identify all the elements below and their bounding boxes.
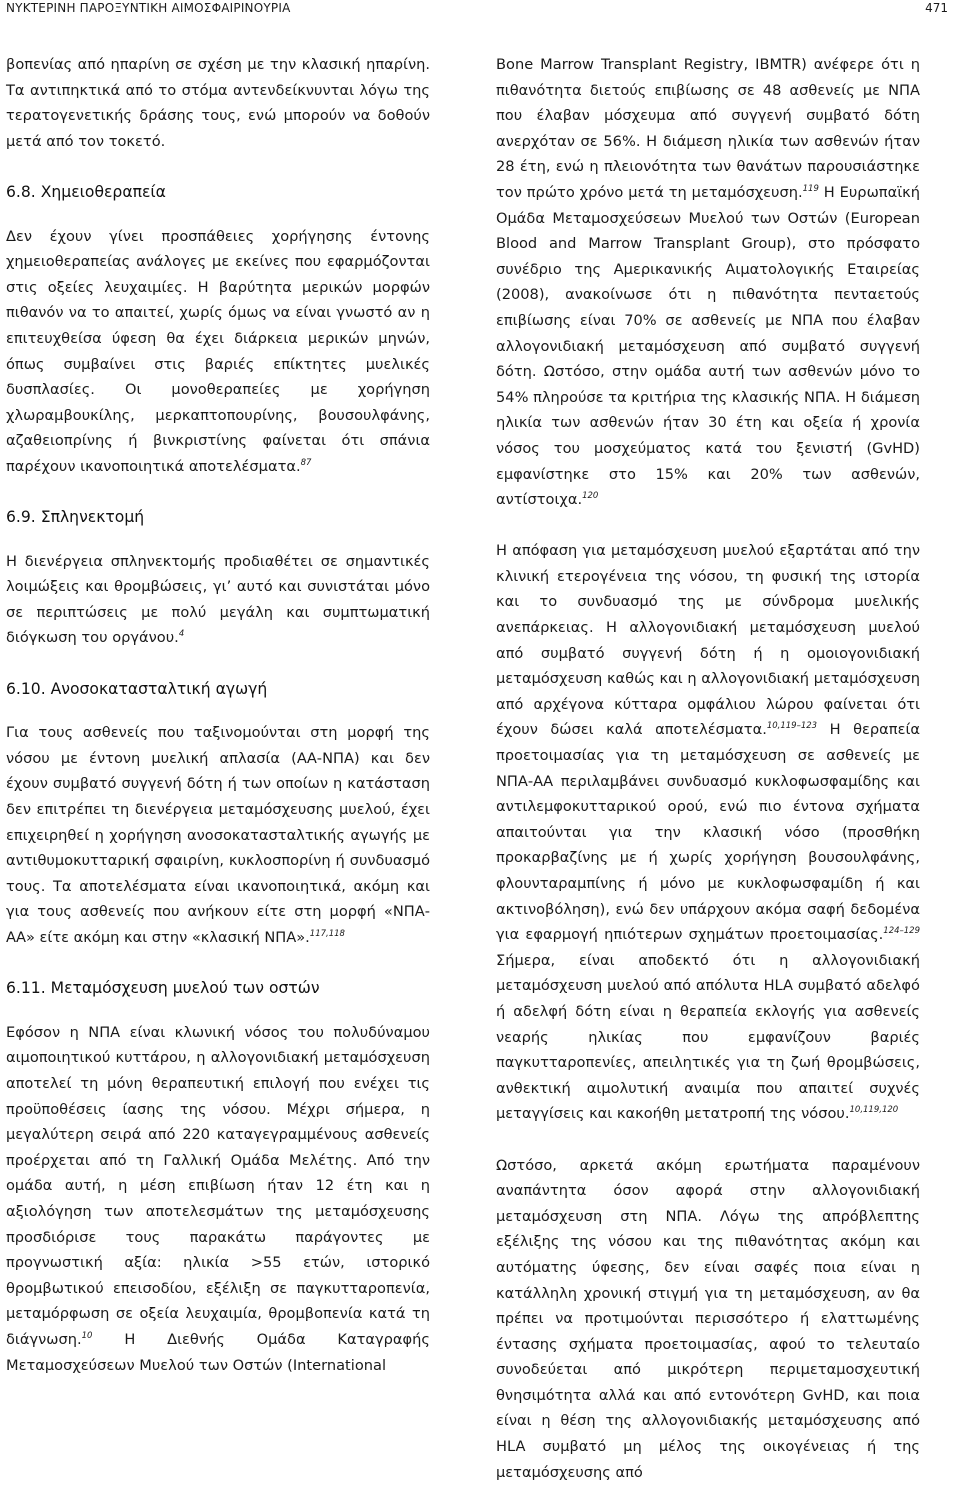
section-heading: 6.11. Μεταμόσχευση μυελού των οστών	[6, 979, 320, 998]
right-column	[496, 52, 920, 1485]
citation-ref: 4	[178, 629, 185, 640]
citation-ref: 117,118	[309, 929, 345, 939]
citation-ref: 10,119–123	[766, 721, 818, 732]
running-header	[0, 0, 960, 24]
citation-ref: 124–129	[883, 926, 920, 937]
citation-ref: 87	[300, 457, 312, 468]
paragraph: Bone Marrow Transplant Registry, IBMTR) ανέφερε ότι η πιθανότητα διετούς επιβίωσης σε 48 ασθενείς με ΝΠΑ που έλαβαν μόσχευμα από συγγενή συμβατό δότη ανερχόταν σε 56%. Η διάμεση ηλικία των ασθενών ήταν 28 έτη, ενώ η πλειονότητα των θανάτων παρουσιάστηκε τον πρώτο χρόνο μετά τη μεταμόσχευση.$^{119}$ Η Ευρωπαϊκή Ομάδα Μεταμοσχεύσεων Μυελού των Οστών (European Blood and Marrow Transplant Group), στο πρόσφατο συνέδριο της Αμερικανικής Αιματολογικής Εταιρείας (2008), ανακοίνωσε ότι η πιθανότητα πενταετούς επιβίωσης είναι 70% σε ασθενείς με ΝΠΑ που έλαβαν αλλογονιδιακή μεταμόσχευση από συμβατό συγγενή δότη. Ωστόσο, στην ομάδα αυτή των ασθενών μόνο το 54% πληρούσε τα κριτήρια της κλασικής ΝΠΑ. Η διάμεση ηλικία των ασθενών ήταν 30 έτη και οξεία ή χρονία νόσος του μοσχεύματος κατά του ξενιστή (GvHD) εμφανίστηκε στο 15% και 20% των ασθενών, αντίστοιχα.$^{120}$	[496, 56, 920, 509]
paragraph: βοπενίας από ηπαρίνη σε σχέση με την κλασική ηπαρίνη. Τα αντιπηκτικά από το στόμα αντενδείκνυνται λόγω της τερατογενετικής δράσης τους, ενώ μπορούν να δοθούν μετά από τον τοκετό.	[6, 56, 430, 150]
citation-ref: 120	[582, 491, 599, 502]
section-heading: 6.8. Χημειοθεραπεία	[6, 182, 166, 201]
left-column	[6, 52, 430, 1378]
paragraph: Ωστόσο, αρκετά ακόμη ερωτήματα παραμένουν αναπάντητα όσον αφορά στην αλλογονιδιακή μεταμόσχευση στη ΝΠΑ. Λόγω της απρόβλεπτης εξέλιξης της νόσου και της πιθανότητας ακόμη και αυτόματης ύφεσης, δεν είναι σαφές ποια είναι η κατάλληλη χρονική στιγμή για τη μεταμόσχευση, αν θα πρέπει να προτιμούνται περισσότερο ή ελαττωμένης έντασης σχήματα προετοιμασίας, αφού το τελευταίο συνοδεύεται από μικρότερη περιμεταμοσχευτική θνησιμότητα αλλά και από εντονότερη GvHD, και ποια είναι η θέση της αλλογονιδιακής μεταμόσχευσης από HLA συμβατό μη μέλος της οικογένειας ή της μεταμόσχευσης από	[496, 1156, 920, 1481]
paragraph: Η απόφαση για μεταμόσχευση μυελού εξαρτάται από την κλινική ετερογένεια της νόσου, τη φυσική της ιστορία και το συνδυασμό της με σύνδρομα μυελικής ανεπάρκειας. Η αλλογονιδιακή μεταμόσχευση μυελού από συμβατό συγγενή δότη ή η ομοιογονιδιακή μεταμόσχευση καθώς και η αλλογονιδιακή μεταμόσχευση από αρχέγονα κύτταρα ομφάλιου λώρου φαίνεται ότι έχουν δώσει καλά αποτελέσματα.$^{10,119-123}$ Η θεραπεία προετοιμασίας για τη μεταμόσχευση σε ασθενείς με ΝΠΑ-ΑΑ περιλαμβάνει συνδυασμό κυκλοφωσφαμίδης και αντιλεμφοκυτταρικού ορού, ενώ πιο έντονα σχήματα απαιτούνται για την κλασική νόσο (προσθήκη προκαρβαζίνης με ή χωρίς χορήγηση βουσουλφάνης, φλουνταραμπίνης ή μόνο με κυκλοφωσφαμίδη ή και ακτινοβόληση), ενώ δεν υπάρχουν ακόμα σαφή δεδομένα για εφαρμογή ηπιότερων σχημάτων προετοιμασίας.$^{124-129}$ Σήμερα, είναι αποδεκτό ότι η αλλογονιδιακή μεταμόσχευση μυελού από απόλυτα HLA συμβατό αδελφό ή αδελφή δότη είναι η θεραπεία εκλογής για ασθενείς νεαρής ηλικίας που εμφανίζουν βαριές παγκυτταροπενίες, απειλητικές για τη ζωή θρομβώσεις, ανθεκτική αιμολυτική αναιμία που απαιτεί συχνές μεταγγίσεις και κακοήθη μετατροπή της νόσου.$^{10,119,120}$	[496, 542, 921, 1123]
citation-ref: 10,119,120	[849, 1105, 899, 1116]
section-heading: 6.9. Σπληνεκτομή	[6, 508, 145, 527]
section-heading: 6.10. Ανοσοκατασταλτική αγωγή	[6, 679, 268, 698]
paragraph: Για τους ασθενείς που ταξινομούνται στη μορφή της νόσου με έντονη μυελική απλασία (ΑΑ-ΝΠΑ) και δεν έχουν συμβατό συγγενή δότη ή των οποίων η κατάσταση δεν επιτρέπει τη διενέργεια μεταμόσχευσης μυελού, έχει επιχειρηθεί η χορήγηση ανοσοκατασταλτικής αγωγής με αντιθυμοκυτταρική σφαιρίνη, κυκλοσπορίνη ή συνδυασμό τους. Τα αποτελέσματα είναι ικανοποιητικά, ακόμη και για τους ασθενείς που ανήκουν είτε στη μορφή «ΝΠΑ-ΑΑ» είτε ακόμη και στην «κλασική ΝΠΑ».$^{117,118}$	[6, 724, 430, 946]
citation-ref: 119	[802, 183, 819, 194]
paragraph: Δεν έχουν γίνει προσπάθειες χορήγησης έντονης χημειοθεραπείας ανάλογες με εκείνες που εφαρμόζονται στις οξείες λευχαιμίες. Η βαρύτητα μερικών μορφών πιθανόν να το απαιτεί, χωρίς όμως να είναι γνωστό αν η επιτευχθείσα ύφεση θα έχει διάρκεια μερικών μηνών, όπως συμβαίνει στις βαριές επίκτητες μυελικές δυσπλασίες. Οι μονοθεραπείες με χορήγηση χλωραμβουκίλης, μερκαπτοπουρίνης, βουσουλφάνης, αζαθειοπρίνης ή βινκριστίνης φαίνεται ότι σπάνια παρέχουν ικανοποιητικά αποτελέσματα.$^{87}$	[6, 227, 430, 475]
citation-ref: 10	[81, 1330, 93, 1341]
paragraph: Εφόσον η ΝΠΑ είναι κλωνική νόσος του πολυδύναμου αιμοποιητικού κυττάρου, η αλλογονιδιακή μεταμόσχευση αποτελεί τη μόνη θεραπευτική επιλογή που ενέχει τις προϋποθέσεις ίασης της νόσου. Μέχρι σήμερα, η μεγαλύτερη σειρά από 220 καταγεγραμμένους ασθενείς προέρχεται από τη Γαλλική Ομάδα Μελέτης. Από την ομάδα αυτή, η μέση επιβίωση ήταν 12 έτη και η αξιολόγηση των αποτελεσμάτων της μεταμόσχευσης προσδιόρισε τους παρακάτω παράγοντες με προγνωστική αξία: ηλικία >55 ετών, ιστορικό θρομβωτικού επεισοδίου, εξέλιξη σε παγκυτταροπενία, μεταμόρφωση σε οξεία λευχαιμία, θρομβοπενία κατά τη διάγνωση.$^{10}$ Η Διεθνής Ομάδα Καταγραφής Μεταμοσχεύσεων Μυελού των Οστών (International	[6, 1023, 430, 1374]
paragraph: Η διενέργεια σπληνεκτομής προδιαθέτει σε σημαντικές λοιμώξεις και θρομβώσεις, γι’ αυτό και συνιστάται μόνο σε περιπτώσεις με πολύ μεγάλη και συμπτωματική διόγκωση του οργάνου.$^4$	[6, 552, 430, 647]
page-number: 471	[925, 1, 948, 15]
running-title: ΝΥΚΤΕΡΙΝΗ ΠΑΡΟΞΥΝΤΙΚΗ ΑΙΜΟΣΦΑΙΡΙΝΟΥΡΙΑ	[6, 1, 291, 15]
